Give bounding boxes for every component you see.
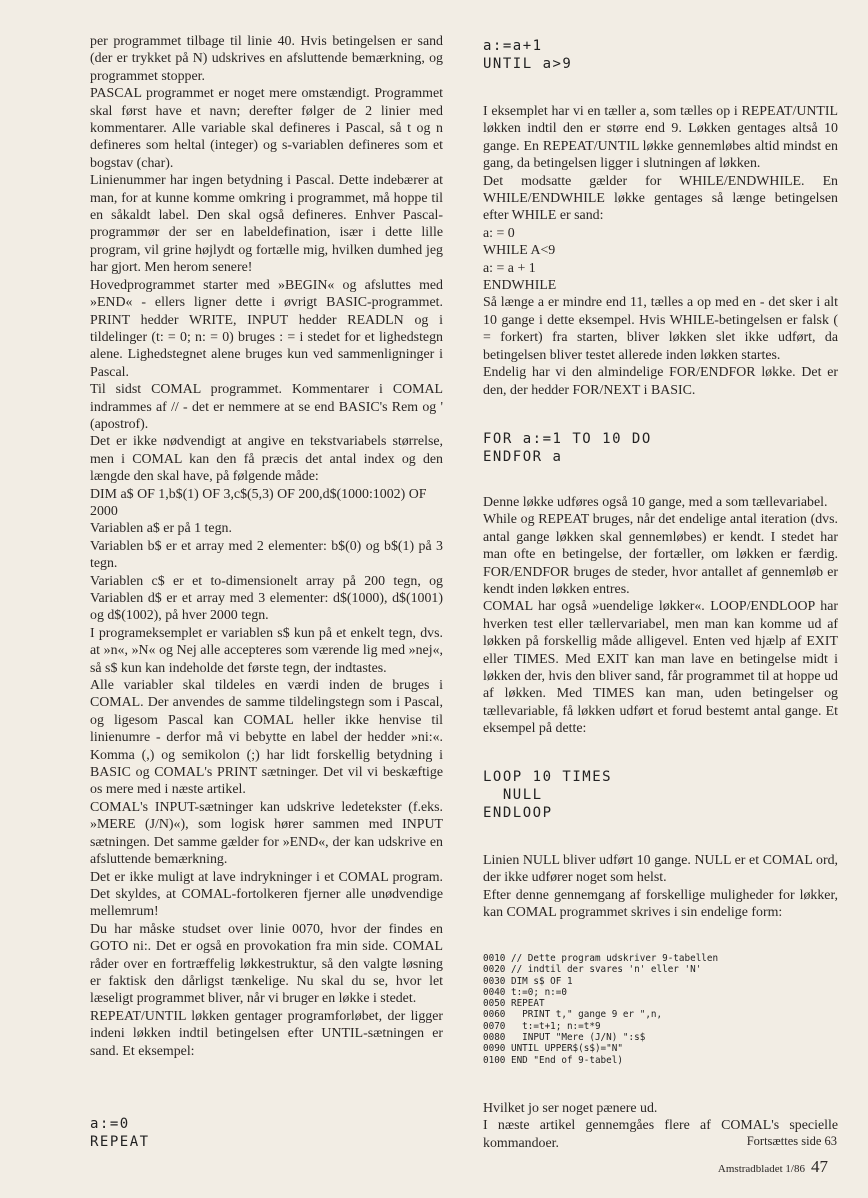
paragraph: Linien NULL bliver udført 10 gange. NULL er et COMAL ord, der ikke udfører noget som helst. (483, 853, 838, 886)
paragraph: Denne løkke udføres også 10 gange, med a som tællevariabel. (483, 495, 828, 510)
page-number: 47 (811, 1157, 828, 1176)
paragraph: PASCAL programmet er noget mere omstændigt. Programmet skal først have et navn; derefter følger de 2 linier med kommentarer. Alle variable skal defineres i Pascal, så t og n defineres som heltal (integer) og s-variablen defineres som et bogstav (char). (90, 86, 443, 171)
code-repeat-start: a:=0 REPEAT (90, 1116, 150, 1150)
paragraph: Variablen c$ er et to-dimensionelt array på 200 tegn, og Variablen d$ er et array med 3 elementer: d$(1000), d$(1001) og d$(1002), på hver 2000 tegn. (90, 573, 443, 624)
code-line: a: = 0 (483, 225, 515, 241)
code-line: ENDWHILE (483, 278, 557, 294)
paragraph: Hvilket jo ser noget pænere ud. (483, 1101, 658, 1116)
paragraph: REPEAT/UNTIL løkken gentager programforløbet, der ligger indeni løkken indtil betingelsen efter UNTIL-sætningen er sand. Et eksempel: (90, 1008, 443, 1059)
paragraph: COMAL har også »uendelige løkker«. LOOP/ENDLOOP har hverken test eller tællervariabel, men man kan komme ud af løkken på forskellig måde alligevel. Enten ved hjælp af EXIT eller TIMES. Med EXIT kan man lave en betingelse midt i løkken der, hvis den bliver sand, får programmet til at hoppe ud af løkken. Med TIMES kan man, uden betingelser og tællevariable, få løkken udført et forud bestemt antal gange. Et eksempel på dette: (483, 599, 838, 737)
right-text-block-1 (483, 103, 838, 399)
paragraph: While og REPEAT bruges, når det endelige antal iteration (dvs. antal gange løkken skal gennemløbes) er kendt. I stedet har man ofte en betingelse, der fortæller, om løkken er færdig. FOR/ENDFOR bruges de steder, hvor antallet af gennemløb er kendt inden løkken entres. (483, 512, 838, 598)
paragraph: Alle variabler skal tildeles en værdi inden de bruges i COMAL. Der anvendes de samme tildelingstegn som i Pascal, og ligesom Pascal kan COMAL heller ikke henvise til linienumre - derfor må vi bebytte en label der hedder »ni:«. Komma (,) og semikolon (;) har lidt forskellig betydning i BASIC og COMAL's PRINT sætninger. Det vil vi beskæftige os mere med i næste artikel. (90, 678, 443, 798)
code-for-loop: FOR a:=1 TO 10 DO ENDFOR a (483, 431, 652, 465)
publication-label: Amstradbladet 1/86 (717, 1163, 805, 1175)
paragraph: Variablen b$ er et array med 2 elementer: b$(0) og b$(1) på 3 tegn. (90, 538, 443, 572)
paragraph: Efter denne gennemgang af forskellige muligheder for løkker, kan COMAL programmet skrives i sin endelige form: (483, 887, 838, 921)
paragraph: Linienummer har ingen betydning i Pascal. Dette indebærer at man, for at kunne komme omkring i programmet, må hoppe til en såkaldt label. Den skal også defineres. Enhver Pascal-programmør der ser en labeldefination, især i dette lille program, vil grine højlydt og fortælle mig, hvilken dumhed jeg har gjort. Men herom senere! (90, 173, 443, 276)
left-column (90, 33, 443, 1060)
continued-note: Fortsættes side 63 (746, 1134, 837, 1148)
paragraph: I eksemplet har vi en tæller a, som tælles op i REPEAT/UNTIL løkken indtil den er større end 9. Løkken gentages altså 10 gange. En REPEAT/UNTIL løkke gennemløbes altid mindst en gang, da betingelsen ligger i slutningen af løkken. (483, 104, 838, 172)
page-footer (718, 1157, 828, 1177)
paragraph: Hovedprogrammet starter med »BEGIN« og afsluttes med »END« - ellers ligner dette i øvrigt BASIC-programmet. PRINT hedder WRITE, INPUT hedder READLN og i tildelinger (t: = 0; n: = 0) bruges : = i stedet for et lighedstegn alene. Lighedstegnet alene bruges kun ved sammenligninger i Pascal. (90, 277, 443, 380)
paragraph: Det er ikke nødvendigt at angive en tekstvariabels størrelse, men i COMAL kan den få præcis det antal index og den længde den skal have, på følgende måde: (90, 434, 443, 485)
paragraph: Variablen a$ er på 1 tegn. (90, 521, 232, 537)
paragraph: Så længe a er mindre end 11, tælles a op med en - det sker i alt 10 gange i dette eksempel. Hvis WHILE-betingelsen er falsk ( = forkert) fra starten, bliver løkken slet ikke udført, da betingelsen bliver testet allerede inden løkken startes. (483, 295, 838, 363)
code-line: WHILE A<9 (483, 243, 556, 259)
right-text-block-3 (483, 852, 838, 922)
code-repeat-end: a:=a+1 UNTIL a>9 (483, 38, 573, 72)
dim-statement: DIM a$ OF 1,b$(1) OF 3,c$(5,3) OF 200,d$(1000:1002) OF 2000 (90, 486, 427, 519)
right-text-block-2 (483, 494, 838, 738)
code-loop-times: LOOP 10 TIMES NULL ENDLOOP (483, 769, 613, 821)
paragraph: I programeksemplet er variablen s$ kun på et enkelt tegn, dvs. at »n«, »N« og Nej alle accepteres som værende lig med »nej«, så s$ kun kan indeholde det første tegn, der indtastes. (90, 625, 443, 676)
paragraph: Det er ikke muligt at lave indrykninger i et COMAL program. Det skyldes, at COMAL-fortolkeren fjerner alle unødvendige mellemrum! (90, 869, 443, 920)
paragraph: Du har måske studset over linie 0070, hvor der findes en GOTO ni:. Det er også en provokation fra min side. COMAL råder over en fortræffelig løkkestruktur, så den valgte løsning er faktisk den dårligst tænkelige. Nu skal du se, hvor let læseligt programmet bliver, når vi bruger en løkke i stedet. (90, 921, 443, 1007)
paragraph: per programmet tilbage til linie 40. Hvis betingelsen er sand (der er trykket på N) udskrives en afsluttende bemærkning, og programmet stopper. (90, 34, 443, 84)
paragraph: Det modsatte gælder for WHILE/ENDWHILE. En WHILE/ENDWHILE løkke gentages så længe betingelsen efter WHILE er sand: (483, 173, 838, 224)
code-line: a: = a + 1 (483, 260, 536, 276)
comal-listing: 0010 // Dette program udskriver 9-tabellen 0020 // indtil der svares 'n' eller 'N' 0030 DIM s$ OF 1 0040 t:=0; n:=0 0050 REPEAT 0060 PRINT t," gange 9 er ",n, 0070 t:=t+1; n:=t*9 0080 INPUT "Mere (J/N) ":s$ 0090 UNTIL UPPER$(s$)="N" 0100 END "End of 9-tabel) (483, 953, 719, 1066)
paragraph: Til sidst COMAL programmet. Kommentarer i COMAL indrammes af // - det er nemmere at se end BASIC's Rem og ' (apostrof). (90, 382, 443, 432)
paragraph: COMAL's INPUT-sætninger kan udskrive ledetekster (f.eks. »MERE (J/N)«), som logisk hører sammen med INPUT sætningen. Det samme gælder for »END«, der kan udskrive en afsluttende bemærkning. (90, 799, 443, 868)
paragraph: Endelig har vi den almindelige FOR/ENDFOR løkke. Det er den, der hedder FOR/NEXT i BASIC. (483, 365, 838, 398)
paragraph: I næste artikel gennemgåes flere af COMAL's specielle kommandoer. (483, 1118, 838, 1151)
